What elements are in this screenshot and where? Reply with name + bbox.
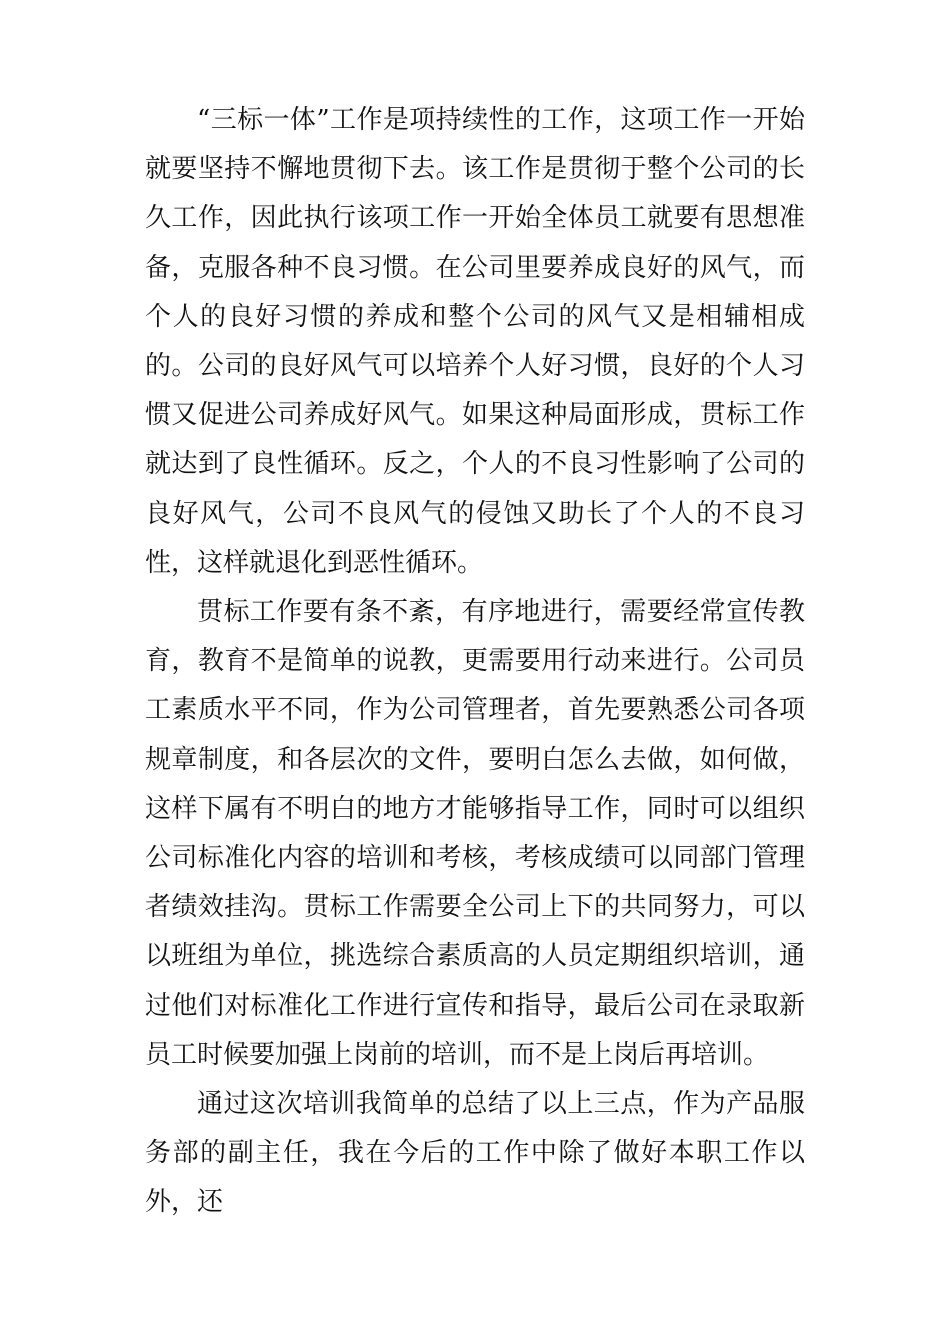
document-body <box>145 96 805 1228</box>
paragraph-standards-implementation: 贯标工作要有条不紊，有序地进行，需要经常宣传教育，教育不是简单的说教，更需要用行动来进行。公司员工素质水平不同，作为公司管理者，首先要熟悉公司各项规章制度，和各层次的文件，要明白怎么去做，如何做，这样下属有不明白的地方才能够指导工作，同时可以组织公司标准化内容的培训和考核，考核成绩可以同部门管理者绩效挂沟。贯标工作需要全公司上下的共同努力，可以以班组为单位，挑选综合素质高的人员定期组织培训，通过他们对标准化工作进行宣传和指导，最后公司在录取新员工时候要加强上岗前的培训，而不是上岗后再培训。 <box>145 597 805 1070</box>
paragraph-three-standards: “三标一体”工作是项持续性的工作，这项工作一开始就要坚持不懈地贯彻下去。该工作是贯彻于整个公司的长久工作，因此执行该项工作一开始全体员工就要有思想准备，克服各种不良习惯。在公司里要养成良好的风气，而个人的良好习惯的养成和整个公司的风气又是相辅相成的。公司的良好风气可以培养个人好习惯，良好的个人习惯又促进公司养成好风气。如果这种局面形成，贯标工作就达到了良性循环。反之，个人的不良习性影响了公司的良好风气，公司不良风气的侵蚀又助长了个人的不良习性，这样就退化到恶性循环。 <box>145 105 805 578</box>
paragraph-training-summary: 通过这次培训我简单的总结了以上三点，作为产品服务部的副主任，我在今后的工作中除了做好本职工作以外，还 <box>145 1089 805 1218</box>
